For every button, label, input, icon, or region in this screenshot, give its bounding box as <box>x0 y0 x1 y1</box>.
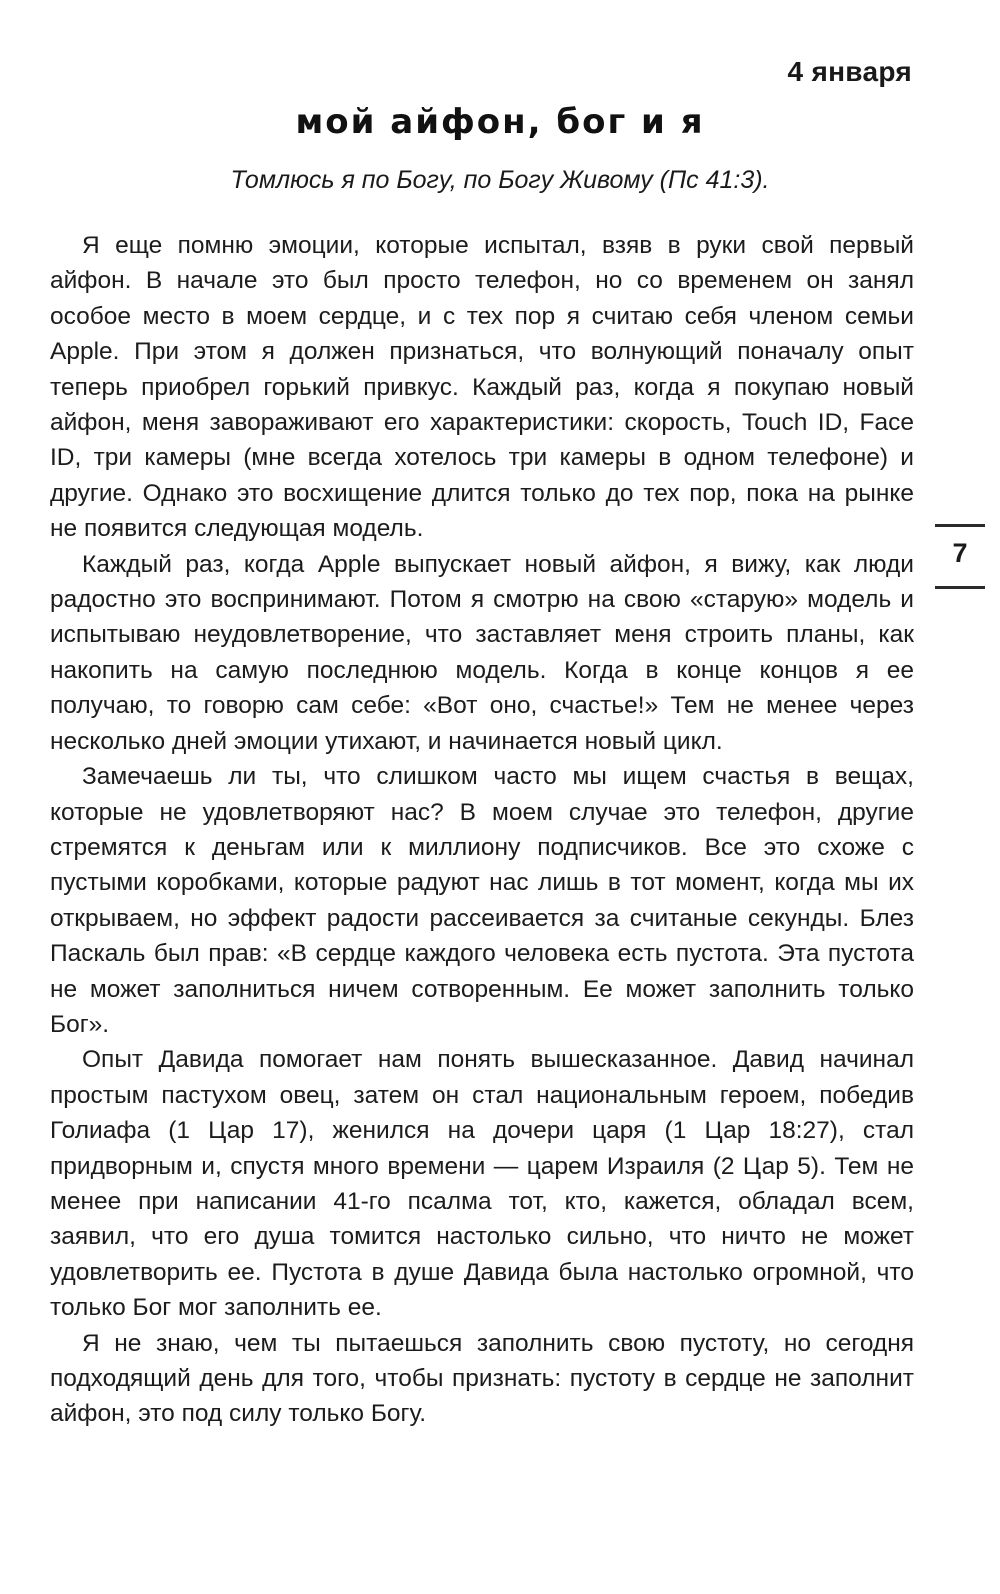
article-body <box>50 228 914 1432</box>
paragraph: Каждый раз, когда Apple выпускает новый айфон, я вижу, как люди радостно это воспринимают. Потом я смотрю на свою «старую» модель и испытываю неудовлетворение, что заставляет меня строить планы, как накопить на самую последнюю модель. Когда в конце концов я ее получаю, то говорю сам себе: «Вот оно, счастье!» Тем не менее через несколько дней эмоции утихают, и начинается новый цикл. <box>50 550 914 755</box>
paragraph: Я еще помню эмоции, которые испытал, взяв в руки свой первый айфон. В начале это был просто телефон, но со временем он занял особое место в моем сердце, и с тех пор я считаю себя членом семьи Apple. При этом я должен признаться, что волнующий поначалу опыт теперь приобрел горький привкус. Каждый раз, когда я покупаю новый айфон, меня завораживают его характеристики: скорость, Touch ID, Face ID, три камеры (мне всегда хотелось три камеры в одном телефоне) и другие. Однако это восхищение длится только до тех пор, пока на рынке не появится следующая модель. <box>50 232 914 543</box>
paragraph: Замечаешь ли ты, что слишком часто мы ищем счастья в вещах, которые не удовлетворяют нас? В моем случае это телефон, другие стремятся к деньгам или к миллиону подписчиков. Все это схоже с пустыми коробками, которые радуют нас лишь в тот момент, когда мы их открываем, но эффект радости рассеивается за считаные секунды. Блез Паскаль был прав: «В сердце каждого человека есть пустота. Эта пустота не может заполниться ничем сотворенным. Ее может заполнить только Бог». <box>50 763 914 1038</box>
page-title: мой айфон, бог и я <box>295 102 705 142</box>
tab-rule-top <box>935 524 985 527</box>
page-date: 4 января <box>787 56 912 87</box>
tab-rule-bottom <box>935 586 985 589</box>
page-number-tab <box>935 524 985 594</box>
page-number: 7 <box>952 538 968 568</box>
paragraph: Я не знаю, чем ты пытаешься заполнить свою пустоту, но сегодня подходящий день для того, чтобы признать: пустоту в сердце не заполнит айфон, это под силу только Богу. <box>50 1329 914 1428</box>
paragraph: Опыт Давида помогает нам понять вышесказанное. Давид начинал простым пастухом овец, затем он стал национальным героем, победив Голиафа (1 Цар 17), женился на дочери царя (1 Цар 18:27), стал придворным и, спустя много времени — царем Израиля (2 Цар 5). Тем не менее при написании 41-го псалма тот, кто, кажется, обладал всем, заявил, что его душа томится настолько сильно, что ничто не может удовлетворить ее. Пустота в душе Давида была настолько огромной, что только Бог мог заполнить ее. <box>50 1046 914 1322</box>
epigraph: Томлюсь я по Богу, по Богу Живому (Пс 41:3). <box>230 166 770 194</box>
